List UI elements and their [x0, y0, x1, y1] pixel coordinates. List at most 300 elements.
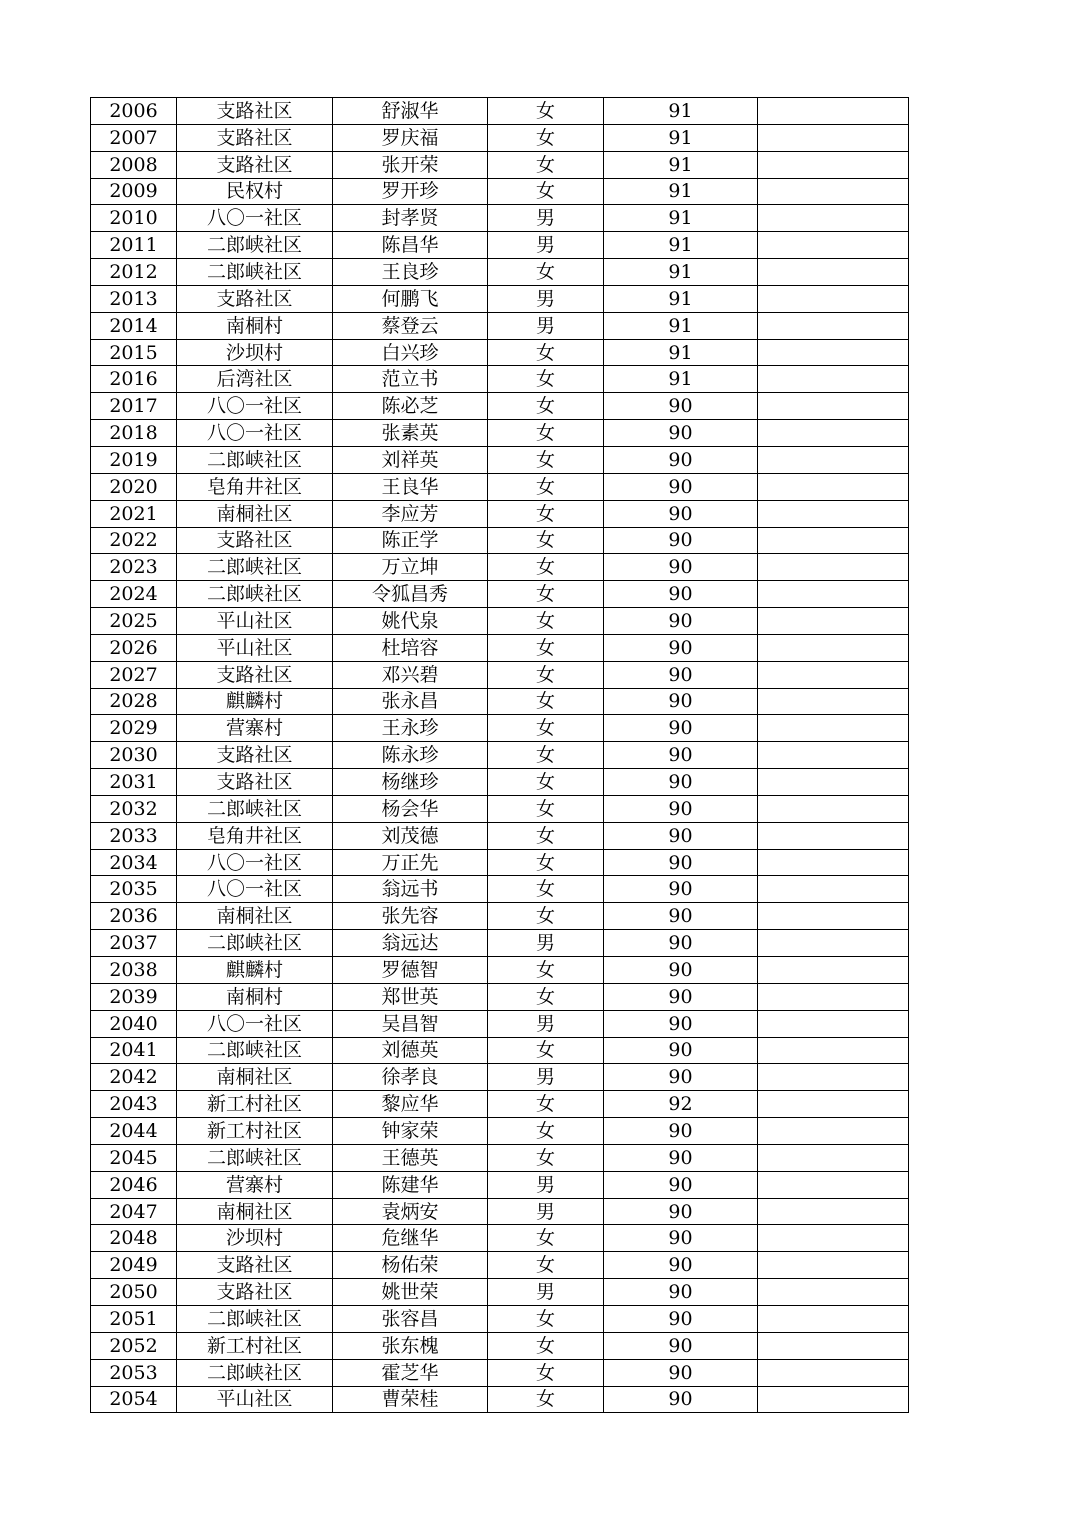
- gender-cell: 男: [488, 1064, 604, 1091]
- note-cell: [758, 1144, 909, 1171]
- age-cell: 90: [604, 473, 758, 500]
- note-cell: [758, 715, 909, 742]
- gender-cell: 女: [488, 1118, 604, 1145]
- community-cell: 八〇一社区: [177, 876, 333, 903]
- name-cell: 罗庆福: [333, 124, 488, 151]
- note-cell: [758, 178, 909, 205]
- community-cell: 新工村社区: [177, 1118, 333, 1145]
- row-number-cell: 2026: [91, 634, 177, 661]
- note-cell: [758, 393, 909, 420]
- name-cell: 姚世荣: [333, 1279, 488, 1306]
- name-cell: 姚代泉: [333, 608, 488, 635]
- row-number-cell: 2018: [91, 420, 177, 447]
- table-row: [91, 983, 909, 1010]
- note-cell: [758, 661, 909, 688]
- table-row: [91, 769, 909, 796]
- table-row: [91, 1225, 909, 1252]
- age-cell: 90: [604, 930, 758, 957]
- name-cell: 陈建华: [333, 1171, 488, 1198]
- age-cell: 91: [604, 205, 758, 232]
- note-cell: [758, 1305, 909, 1332]
- age-cell: 90: [604, 822, 758, 849]
- community-cell: 营寨村: [177, 715, 333, 742]
- community-cell: 支路社区: [177, 285, 333, 312]
- name-cell: 曹荣桂: [333, 1386, 488, 1413]
- name-cell: 刘茂德: [333, 822, 488, 849]
- age-cell: 91: [604, 259, 758, 286]
- row-number-cell: 2030: [91, 742, 177, 769]
- table-row: [91, 366, 909, 393]
- name-cell: 邓兴碧: [333, 661, 488, 688]
- gender-cell: 女: [488, 581, 604, 608]
- gender-cell: 女: [488, 1091, 604, 1118]
- row-number-cell: 2028: [91, 688, 177, 715]
- age-cell: 90: [604, 1064, 758, 1091]
- gender-cell: 女: [488, 473, 604, 500]
- row-number-cell: 2017: [91, 393, 177, 420]
- name-cell: 陈昌华: [333, 232, 488, 259]
- name-cell: 钟家荣: [333, 1118, 488, 1145]
- row-number-cell: 2047: [91, 1198, 177, 1225]
- name-cell: 张东槐: [333, 1332, 488, 1359]
- age-cell: 91: [604, 285, 758, 312]
- community-cell: 支路社区: [177, 661, 333, 688]
- community-cell: 平山社区: [177, 1386, 333, 1413]
- age-cell: 90: [604, 957, 758, 984]
- community-cell: 二郎峡社区: [177, 795, 333, 822]
- name-cell: 陈正学: [333, 527, 488, 554]
- gender-cell: 女: [488, 876, 604, 903]
- table-row: [91, 527, 909, 554]
- row-number-cell: 2012: [91, 259, 177, 286]
- community-cell: 平山社区: [177, 634, 333, 661]
- row-number-cell: 2009: [91, 178, 177, 205]
- row-number-cell: 2033: [91, 822, 177, 849]
- note-cell: [758, 554, 909, 581]
- name-cell: 黎应华: [333, 1091, 488, 1118]
- age-cell: 92: [604, 1091, 758, 1118]
- gender-cell: 男: [488, 285, 604, 312]
- gender-cell: 女: [488, 957, 604, 984]
- note-cell: [758, 1279, 909, 1306]
- age-cell: 91: [604, 232, 758, 259]
- community-cell: 平山社区: [177, 608, 333, 635]
- gender-cell: 女: [488, 151, 604, 178]
- table-row: [91, 715, 909, 742]
- age-cell: 91: [604, 98, 758, 125]
- name-cell: 罗德智: [333, 957, 488, 984]
- table-row: [91, 1118, 909, 1145]
- gender-cell: 女: [488, 715, 604, 742]
- name-cell: 霍芝华: [333, 1359, 488, 1386]
- table-row: [91, 500, 909, 527]
- community-cell: 八〇一社区: [177, 393, 333, 420]
- community-cell: 支路社区: [177, 742, 333, 769]
- row-number-cell: 2016: [91, 366, 177, 393]
- age-cell: 90: [604, 1171, 758, 1198]
- note-cell: [758, 930, 909, 957]
- gender-cell: 女: [488, 1305, 604, 1332]
- gender-cell: 女: [488, 688, 604, 715]
- name-cell: 翁远书: [333, 876, 488, 903]
- age-cell: 90: [604, 903, 758, 930]
- community-cell: 支路社区: [177, 98, 333, 125]
- age-cell: 90: [604, 715, 758, 742]
- table-row: [91, 473, 909, 500]
- table-row: [91, 634, 909, 661]
- name-cell: 万立坤: [333, 554, 488, 581]
- name-cell: 刘德英: [333, 1037, 488, 1064]
- table-row: [91, 903, 909, 930]
- table-row: [91, 1359, 909, 1386]
- table-row: [91, 98, 909, 125]
- row-number-cell: 2038: [91, 957, 177, 984]
- community-cell: 二郎峡社区: [177, 1144, 333, 1171]
- table-row: [91, 849, 909, 876]
- table-row: [91, 1010, 909, 1037]
- age-cell: 90: [604, 420, 758, 447]
- community-cell: 麒麟村: [177, 688, 333, 715]
- spreadsheet-table: [90, 97, 909, 1413]
- row-number-cell: 2040: [91, 1010, 177, 1037]
- gender-cell: 男: [488, 232, 604, 259]
- community-cell: 二郎峡社区: [177, 581, 333, 608]
- table-row: [91, 661, 909, 688]
- row-number-cell: 2046: [91, 1171, 177, 1198]
- name-cell: 杨会华: [333, 795, 488, 822]
- row-number-cell: 2049: [91, 1252, 177, 1279]
- age-cell: 90: [604, 446, 758, 473]
- name-cell: 杜培容: [333, 634, 488, 661]
- community-cell: 皂角井社区: [177, 822, 333, 849]
- row-number-cell: 2010: [91, 205, 177, 232]
- note-cell: [758, 957, 909, 984]
- row-number-cell: 2037: [91, 930, 177, 957]
- note-cell: [758, 500, 909, 527]
- table-row: [91, 1252, 909, 1279]
- gender-cell: 女: [488, 554, 604, 581]
- note-cell: [758, 1171, 909, 1198]
- note-cell: [758, 205, 909, 232]
- age-cell: 90: [604, 554, 758, 581]
- note-cell: [758, 527, 909, 554]
- note-cell: [758, 581, 909, 608]
- age-cell: 90: [604, 1305, 758, 1332]
- name-cell: 王良珍: [333, 259, 488, 286]
- note-cell: [758, 849, 909, 876]
- row-number-cell: 2048: [91, 1225, 177, 1252]
- community-cell: 八〇一社区: [177, 849, 333, 876]
- gender-cell: 女: [488, 661, 604, 688]
- gender-cell: 男: [488, 205, 604, 232]
- community-cell: 民权村: [177, 178, 333, 205]
- row-number-cell: 2053: [91, 1359, 177, 1386]
- gender-cell: 男: [488, 1010, 604, 1037]
- gender-cell: 男: [488, 312, 604, 339]
- row-number-cell: 2036: [91, 903, 177, 930]
- name-cell: 封孝贤: [333, 205, 488, 232]
- gender-cell: 男: [488, 930, 604, 957]
- name-cell: 张先容: [333, 903, 488, 930]
- age-cell: 90: [604, 795, 758, 822]
- note-cell: [758, 1252, 909, 1279]
- table-row: [91, 795, 909, 822]
- age-cell: 90: [604, 581, 758, 608]
- community-cell: 二郎峡社区: [177, 232, 333, 259]
- gender-cell: 女: [488, 634, 604, 661]
- row-number-cell: 2045: [91, 1144, 177, 1171]
- row-number-cell: 2024: [91, 581, 177, 608]
- community-cell: 二郎峡社区: [177, 259, 333, 286]
- community-cell: 二郎峡社区: [177, 1305, 333, 1332]
- note-cell: [758, 366, 909, 393]
- table-row: [91, 1279, 909, 1306]
- community-cell: 二郎峡社区: [177, 930, 333, 957]
- note-cell: [758, 312, 909, 339]
- name-cell: 徐孝良: [333, 1064, 488, 1091]
- name-cell: 杨佑荣: [333, 1252, 488, 1279]
- note-cell: [758, 1225, 909, 1252]
- row-number-cell: 2025: [91, 608, 177, 635]
- gender-cell: 女: [488, 1252, 604, 1279]
- community-cell: 八〇一社区: [177, 1010, 333, 1037]
- table-row: [91, 312, 909, 339]
- table-body: [91, 98, 909, 1413]
- row-number-cell: 2014: [91, 312, 177, 339]
- name-cell: 王永珍: [333, 715, 488, 742]
- gender-cell: 女: [488, 420, 604, 447]
- row-number-cell: 2019: [91, 446, 177, 473]
- note-cell: [758, 1064, 909, 1091]
- table-row: [91, 151, 909, 178]
- gender-cell: 女: [488, 1144, 604, 1171]
- note-cell: [758, 769, 909, 796]
- note-cell: [758, 1198, 909, 1225]
- table-row: [91, 420, 909, 447]
- age-cell: 90: [604, 849, 758, 876]
- age-cell: 90: [604, 1037, 758, 1064]
- age-cell: 90: [604, 1144, 758, 1171]
- row-number-cell: 2027: [91, 661, 177, 688]
- note-cell: [758, 608, 909, 635]
- age-cell: 91: [604, 178, 758, 205]
- gender-cell: 女: [488, 1225, 604, 1252]
- row-number-cell: 2034: [91, 849, 177, 876]
- gender-cell: 女: [488, 608, 604, 635]
- row-number-cell: 2022: [91, 527, 177, 554]
- table-row: [91, 876, 909, 903]
- community-cell: 新工村社区: [177, 1332, 333, 1359]
- table-row: [91, 393, 909, 420]
- note-cell: [758, 98, 909, 125]
- row-number-cell: 2050: [91, 1279, 177, 1306]
- table-row: [91, 1305, 909, 1332]
- age-cell: 91: [604, 366, 758, 393]
- age-cell: 90: [604, 1252, 758, 1279]
- age-cell: 90: [604, 688, 758, 715]
- community-cell: 二郎峡社区: [177, 554, 333, 581]
- note-cell: [758, 876, 909, 903]
- gender-cell: 女: [488, 366, 604, 393]
- row-number-cell: 2008: [91, 151, 177, 178]
- table-row: [91, 1332, 909, 1359]
- gender-cell: 女: [488, 527, 604, 554]
- table-row: [91, 1091, 909, 1118]
- name-cell: 张开荣: [333, 151, 488, 178]
- row-number-cell: 2039: [91, 983, 177, 1010]
- note-cell: [758, 259, 909, 286]
- name-cell: 何鹏飞: [333, 285, 488, 312]
- table-row: [91, 581, 909, 608]
- row-number-cell: 2006: [91, 98, 177, 125]
- age-cell: 91: [604, 151, 758, 178]
- table-row: [91, 742, 909, 769]
- name-cell: 郑世英: [333, 983, 488, 1010]
- table-row: [91, 608, 909, 635]
- row-number-cell: 2011: [91, 232, 177, 259]
- note-cell: [758, 688, 909, 715]
- age-cell: 90: [604, 1332, 758, 1359]
- row-number-cell: 2052: [91, 1332, 177, 1359]
- note-cell: [758, 151, 909, 178]
- age-cell: 90: [604, 500, 758, 527]
- gender-cell: 女: [488, 983, 604, 1010]
- row-number-cell: 2054: [91, 1386, 177, 1413]
- row-number-cell: 2023: [91, 554, 177, 581]
- gender-cell: 女: [488, 178, 604, 205]
- gender-cell: 男: [488, 1171, 604, 1198]
- community-cell: 南桐社区: [177, 1198, 333, 1225]
- community-cell: 新工村社区: [177, 1091, 333, 1118]
- table-row: [91, 259, 909, 286]
- note-cell: [758, 124, 909, 151]
- community-cell: 二郎峡社区: [177, 1037, 333, 1064]
- community-cell: 沙坝村: [177, 339, 333, 366]
- age-cell: 90: [604, 983, 758, 1010]
- name-cell: 令狐昌秀: [333, 581, 488, 608]
- table-row: [91, 124, 909, 151]
- age-cell: 91: [604, 339, 758, 366]
- age-cell: 90: [604, 742, 758, 769]
- community-cell: 后湾社区: [177, 366, 333, 393]
- name-cell: 陈必芝: [333, 393, 488, 420]
- note-cell: [758, 232, 909, 259]
- row-number-cell: 2044: [91, 1118, 177, 1145]
- name-cell: 范立书: [333, 366, 488, 393]
- gender-cell: 女: [488, 124, 604, 151]
- note-cell: [758, 446, 909, 473]
- row-number-cell: 2029: [91, 715, 177, 742]
- row-number-cell: 2041: [91, 1037, 177, 1064]
- name-cell: 杨继珍: [333, 769, 488, 796]
- age-cell: 90: [604, 527, 758, 554]
- row-number-cell: 2007: [91, 124, 177, 151]
- table-row: [91, 1144, 909, 1171]
- name-cell: 危继华: [333, 1225, 488, 1252]
- gender-cell: 女: [488, 822, 604, 849]
- age-cell: 90: [604, 1225, 758, 1252]
- table-row: [91, 232, 909, 259]
- gender-cell: 女: [488, 393, 604, 420]
- name-cell: 翁远达: [333, 930, 488, 957]
- age-cell: 90: [604, 1010, 758, 1037]
- name-cell: 吴昌智: [333, 1010, 488, 1037]
- note-cell: [758, 742, 909, 769]
- table-row: [91, 822, 909, 849]
- gender-cell: 女: [488, 742, 604, 769]
- name-cell: 李应芳: [333, 500, 488, 527]
- community-cell: 二郎峡社区: [177, 1359, 333, 1386]
- table-row: [91, 554, 909, 581]
- table-row: [91, 957, 909, 984]
- note-cell: [758, 285, 909, 312]
- gender-cell: 男: [488, 1198, 604, 1225]
- gender-cell: 女: [488, 1037, 604, 1064]
- name-cell: 张容昌: [333, 1305, 488, 1332]
- table-row: [91, 930, 909, 957]
- note-cell: [758, 1386, 909, 1413]
- gender-cell: 女: [488, 446, 604, 473]
- note-cell: [758, 1091, 909, 1118]
- gender-cell: 女: [488, 849, 604, 876]
- table-row: [91, 205, 909, 232]
- row-number-cell: 2021: [91, 500, 177, 527]
- age-cell: 90: [604, 608, 758, 635]
- row-number-cell: 2020: [91, 473, 177, 500]
- age-cell: 90: [604, 661, 758, 688]
- name-cell: 白兴珍: [333, 339, 488, 366]
- note-cell: [758, 1037, 909, 1064]
- community-cell: 皂角井社区: [177, 473, 333, 500]
- gender-cell: 女: [488, 339, 604, 366]
- name-cell: 袁炳安: [333, 1198, 488, 1225]
- gender-cell: 女: [488, 1359, 604, 1386]
- table-row: [91, 339, 909, 366]
- note-cell: [758, 1010, 909, 1037]
- note-cell: [758, 983, 909, 1010]
- note-cell: [758, 1118, 909, 1145]
- table-row: [91, 178, 909, 205]
- gender-cell: 女: [488, 500, 604, 527]
- community-cell: 南桐社区: [177, 500, 333, 527]
- gender-cell: 女: [488, 1332, 604, 1359]
- table-row: [91, 1386, 909, 1413]
- note-cell: [758, 339, 909, 366]
- note-cell: [758, 634, 909, 661]
- row-number-cell: 2015: [91, 339, 177, 366]
- name-cell: 陈永珍: [333, 742, 488, 769]
- community-cell: 八〇一社区: [177, 420, 333, 447]
- table-row: [91, 446, 909, 473]
- gender-cell: 女: [488, 795, 604, 822]
- row-number-cell: 2042: [91, 1064, 177, 1091]
- age-cell: 90: [604, 876, 758, 903]
- row-number-cell: 2031: [91, 769, 177, 796]
- community-cell: 南桐社区: [177, 1064, 333, 1091]
- gender-cell: 女: [488, 98, 604, 125]
- note-cell: [758, 420, 909, 447]
- gender-cell: 女: [488, 903, 604, 930]
- name-cell: 张永昌: [333, 688, 488, 715]
- gender-cell: 女: [488, 769, 604, 796]
- row-number-cell: 2013: [91, 285, 177, 312]
- table-row: [91, 1198, 909, 1225]
- age-cell: 91: [604, 124, 758, 151]
- age-cell: 90: [604, 393, 758, 420]
- note-cell: [758, 473, 909, 500]
- name-cell: 王良华: [333, 473, 488, 500]
- name-cell: 罗开珍: [333, 178, 488, 205]
